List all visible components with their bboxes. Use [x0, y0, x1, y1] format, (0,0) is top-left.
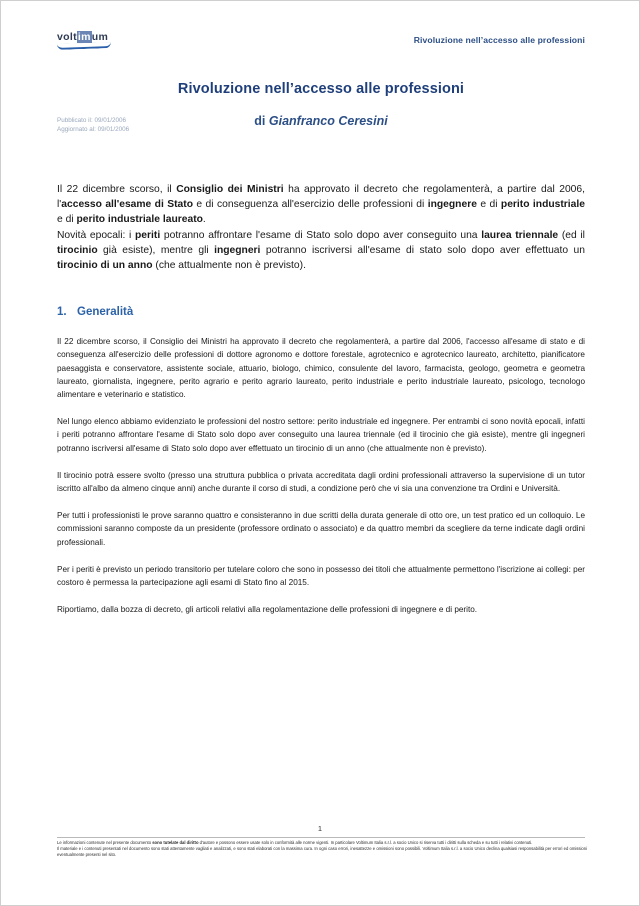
intro-t5: e di	[57, 214, 77, 226]
footer-disclaimer	[57, 840, 587, 858]
intro-t11: potranno iscriversi all'esame di stato solo dopo aver effettuato un	[260, 244, 585, 256]
intro-t2: ha approvato il decreto che regolamenterà, a partire dal 2006, l'	[57, 184, 585, 211]
byline-prefix: di	[254, 114, 269, 128]
document-header	[57, 31, 585, 57]
page-content	[57, 31, 585, 616]
intro-t3: e di conseguenza all'esercizio delle professioni di	[193, 199, 428, 211]
intro-paragraph	[57, 182, 585, 273]
author-byline	[57, 114, 585, 128]
page-number: 1	[317, 824, 323, 833]
title-block	[57, 81, 585, 148]
publication-meta	[57, 116, 129, 134]
intro-b3: ingegnere	[427, 199, 477, 211]
intro-b2: accesso all'esame di Stato	[61, 199, 193, 211]
intro-t10: già esiste), mentre gli	[97, 244, 215, 256]
intro-b6: periti	[135, 229, 161, 241]
intro-b10: tirocinio di un anno	[57, 260, 153, 272]
section-title: Generalità	[77, 306, 134, 319]
intro-b4: perito industriale	[500, 199, 585, 211]
intro-b5: perito industriale laureato	[76, 214, 203, 226]
intro-b9: ingegneri	[214, 244, 261, 256]
disclaimer-line-1a: Le informazioni contenute nel presente documento	[57, 840, 153, 845]
intro-b7: laurea triennale	[481, 229, 559, 241]
intro-t4: e di	[476, 199, 501, 211]
byline-row	[57, 114, 585, 148]
disclaimer-bold: sono tutelate dal diritto	[152, 840, 199, 845]
logo-text-post: um	[91, 31, 109, 43]
logo-text-mid: im	[77, 31, 91, 43]
body-paragraph: Il tirocinio potrà essere svolto (presso una struttura pubblica o privata accreditata dagli ordini professionali attraverso la supervisione di un tutor iscritto all'albo da almeno cinque anni) anche durante il corso di studi, a condizione però che vi sia una convenzione tra Ordini e Università.	[57, 470, 585, 494]
intro-t9: (ed il	[558, 229, 585, 241]
intro-b8: tirocinio	[57, 244, 98, 256]
section-heading	[57, 306, 585, 318]
logo-wordmark	[57, 31, 153, 43]
voltimum-logo	[57, 31, 153, 51]
intro-t1: Il 22 dicembre scorso, il	[57, 184, 177, 195]
body-paragraph: Per tutti i professionisti le prove saranno quattro e consisteranno in due scritti della durata generale di otto ore, un test pratico ed un colloquio. Le commissioni saranno composte da un presidente (professore ordinato o associato) e da quattro membri da scegliere da terne indicate dagli ordini professionali.	[57, 511, 585, 547]
body-paragraph: Riportiamo, dalla bozza di decreto, gli articoli relativi alla regolamentazione delle professioni di ingegnere e di perito.	[57, 605, 478, 615]
logo-swoosh-icon	[57, 42, 111, 50]
author-name: Gianfranco Ceresini	[268, 114, 388, 128]
intro-t12: (che attualmente non è previsto).	[152, 260, 306, 272]
updated-date: Aggiornato al: 09/01/2006	[57, 126, 130, 133]
published-date: Pubblicato il: 09/01/2006	[57, 117, 126, 124]
intro-t8: potranno affrontare l'esame di Stato solo dopo aver conseguito una	[160, 229, 482, 241]
intro-b1: Consiglio dei Ministri	[176, 184, 284, 195]
intro-t7: Novità epocali: i	[57, 229, 135, 241]
body-paragraph: Il 22 dicembre scorso, il Consiglio dei Ministri ha approvato il decreto che regolamenterà, a partire dal 2006, l'accesso all'esame di stato e di conseguenza all'esercizio delle professioni di dottore agronomo e dottore forestale, agrotecnico e agrotecnico laureato, architetto, pianificatore paesaggista e conservatore, assistente sociale, attuario, biologo, chimico, consulente del lavoro, farmacista, geologo, geometra e geometra laureato, giornalista, ingegnere, perito agrario e perito agrario laureato, perito industriale e perito industriale laureato, psicologo, tecnologo alimentare e veterinario e statistico.	[57, 337, 585, 400]
disclaimer-line-2: Il materiale e i contenuti presentati nel documento sono stati attentamente vagliati e analizzati, e sono stati elaborati con la massima cura. In ogni caso errori, inesattezze e omissioni sono possibili. Voltimum Italia s.r.l. a socio Unico declina qualsiasi responsabilità per errori ed omissioni eventualmente presenti nel sito.	[57, 846, 587, 858]
intro-t6: .	[202, 214, 206, 226]
page-title: Rivoluzione nell’accesso alle professioni	[177, 81, 465, 97]
disclaimer-line-1b: d'autore e possono essere usate solo in conformità alle norme vigenti. In particolare Voltimum Italia s.r.l. a socio Unico si riserva tutti i diritti sulla scheda e su tutti i relativi contenuti.	[198, 840, 533, 845]
body-paragraph: Nel lungo elenco abbiamo evidenziato le professioni del nostro settore: perito industriale ed ingegnere. Per entrambi ci sono novità epocali, infatti i periti potranno affrontare l'esame di Stato solo dopo aver conseguito una laurea triennale (ed il tirocinio che già esiste), mentre gli ingegneri potranno iscriversi all'esame di Stato solo dopo aver effettuato un tirocinio di un anno (che attualmente non è previsto).	[57, 417, 585, 453]
logo-text-pre: volt	[57, 31, 77, 43]
header-running-title: Rivoluzione nell’accesso alle professioni	[413, 35, 585, 45]
section-number: 1.	[57, 306, 67, 319]
footer-divider	[57, 837, 585, 838]
body-paragraph: Per i periti è previsto un periodo transitorio per tutelare coloro che sono in possesso dei titoli che attualmente permettono l'iscrizione ai collegi: per costoro è permessa la partecipazione agli esami di Stato fino al 2015.	[57, 564, 585, 588]
